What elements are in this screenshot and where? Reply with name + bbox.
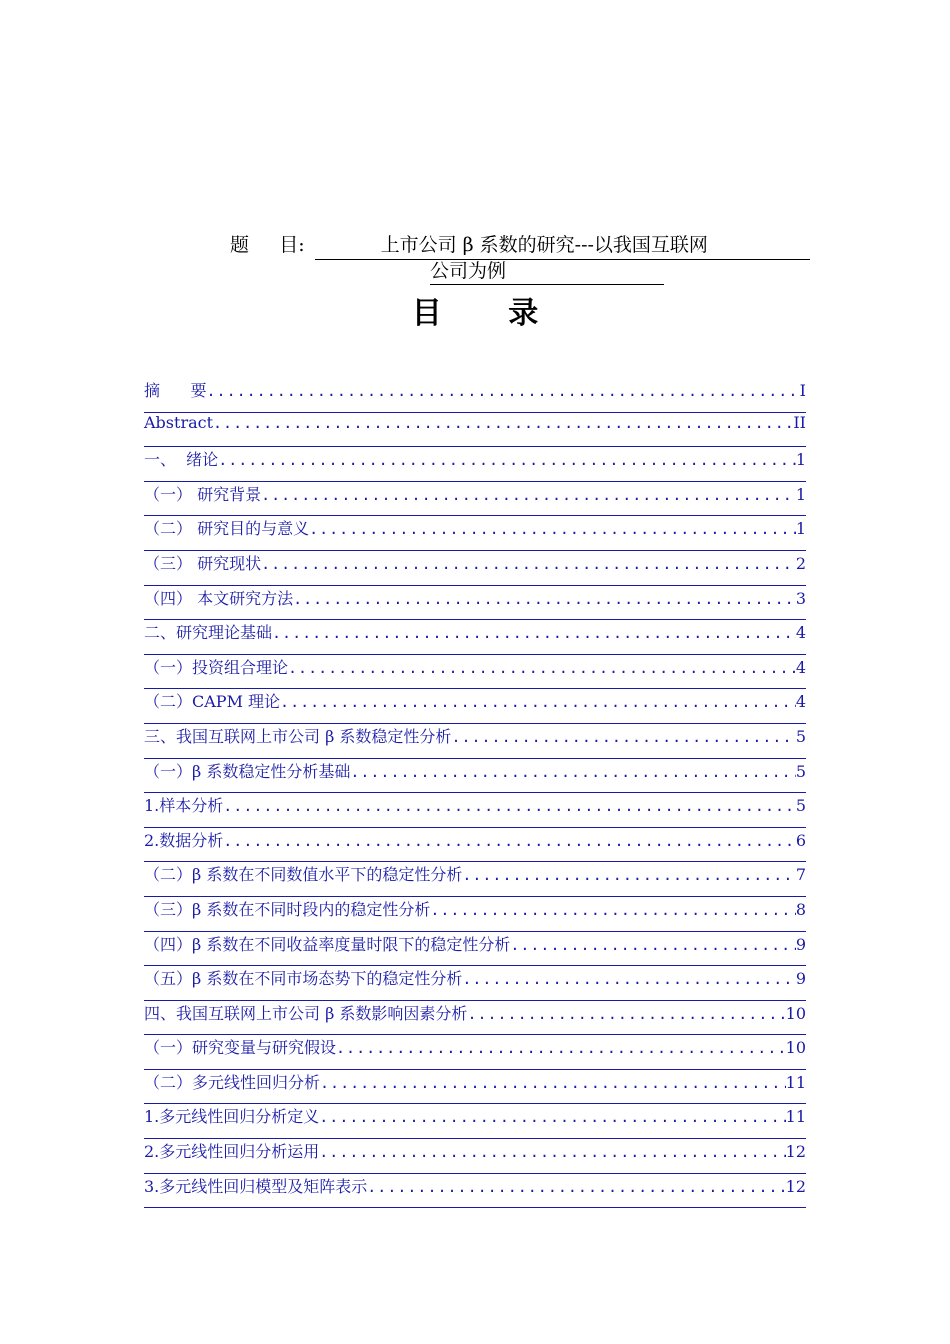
- table-of-contents: [144, 378, 806, 1208]
- toc-leader-dots: [462, 866, 795, 884]
- toc-entry[interactable]: [144, 828, 806, 863]
- toc-entry[interactable]: [144, 862, 806, 897]
- toc-leader-dots: [207, 382, 800, 400]
- title-text-line1: 上市公司 β 系数的研究---以我国互联网: [315, 231, 810, 260]
- toc-leader-dots: [218, 451, 796, 469]
- toc-entry-label: 3.多元线性回归模型及矩阵表示: [144, 1176, 368, 1196]
- title-text-line2: 公司为例: [430, 258, 664, 285]
- toc-entry-page: 10: [785, 1003, 806, 1023]
- toc-entry[interactable]: [144, 689, 806, 724]
- toc-entry[interactable]: [144, 378, 806, 413]
- toc-leader-dots: [261, 555, 796, 573]
- toc-entry-page: 4: [795, 623, 806, 643]
- toc-leader-dots: [261, 486, 796, 504]
- toc-entry-label: （二） 研究目的与意义: [144, 519, 310, 539]
- toc-leader-dots: [350, 763, 795, 781]
- toc-entry[interactable]: [144, 516, 806, 551]
- toc-entry-label: （一）研究变量与研究假设: [144, 1038, 337, 1058]
- toc-entry-label: 摘 要: [144, 381, 207, 400]
- toc-leader-dots: [272, 624, 796, 642]
- toc-entry-page: 5: [795, 761, 806, 781]
- toc-entry-label: Abstract: [144, 412, 214, 432]
- toc-entry-label: （四）β 系数在不同收益率度量时限下的稳定性分析: [144, 934, 511, 954]
- toc-entry-page: 9: [795, 934, 806, 954]
- toc-entry-label: 2.多元线性回归分析运用: [144, 1142, 320, 1162]
- toc-entry-label: （二）多元线性回归分析: [144, 1072, 321, 1092]
- toc-leader-dots: [319, 1143, 785, 1161]
- toc-entry[interactable]: [144, 1035, 806, 1070]
- toc-entry[interactable]: [144, 1174, 806, 1209]
- toc-entry-page: 10: [785, 1038, 806, 1058]
- toc-entry[interactable]: [144, 1104, 806, 1139]
- toc-leader-dots: [309, 520, 796, 538]
- toc-entry-page: II: [793, 412, 806, 432]
- toc-entry-page: 6: [795, 830, 806, 850]
- toc-entry-page: 12: [785, 1176, 806, 1196]
- toc-leader-dots: [213, 414, 793, 432]
- toc-leader-dots: [223, 797, 796, 815]
- toc-entry[interactable]: [144, 1139, 806, 1174]
- toc-entry[interactable]: [144, 620, 806, 655]
- toc-entry-page: 4: [795, 657, 806, 677]
- toc-leader-dots: [320, 1074, 786, 1092]
- toc-entry-label: 一、 绪论: [144, 450, 219, 470]
- toc-entry-page: 2: [795, 553, 806, 573]
- toc-entry-label: 1.多元线性回归分析定义: [144, 1107, 320, 1127]
- toc-entry-page: 3: [795, 588, 806, 608]
- toc-leader-dots: [280, 693, 796, 711]
- toc-entry-label: （五）β 系数在不同市场态势下的稳定性分析: [144, 969, 463, 989]
- toc-entry[interactable]: [144, 932, 806, 967]
- toc-leader-dots: [336, 1039, 786, 1057]
- toc-entry-label: 1.样本分析: [144, 796, 224, 816]
- toc-entry-page: 1: [795, 450, 806, 470]
- toc-entry-page: 9: [795, 969, 806, 989]
- toc-entry[interactable]: [144, 551, 806, 586]
- toc-leader-dots: [451, 728, 795, 746]
- toc-entry-page: 5: [795, 726, 806, 746]
- toc-leader-dots: [293, 590, 796, 608]
- toc-leader-dots: [467, 1005, 785, 1023]
- toc-entry[interactable]: [144, 482, 806, 517]
- toc-entry-page: 1: [795, 519, 806, 539]
- toc-entry-label: 2.数据分析: [144, 830, 224, 850]
- title-row: [230, 230, 810, 258]
- toc-entry[interactable]: [144, 1070, 806, 1105]
- toc-entry-label: （三）β 系数在不同时段内的稳定性分析: [144, 899, 431, 919]
- toc-leader-dots: [319, 1108, 785, 1126]
- title-label: 题 目:: [230, 234, 305, 256]
- toc-entry-label: 四、我国互联网上市公司 β 系数影响因素分析: [144, 1003, 468, 1023]
- toc-entry-page: 11: [785, 1107, 806, 1127]
- toc-entry-label: （一） 研究背景: [144, 484, 262, 504]
- toc-leader-dots: [223, 832, 796, 850]
- toc-entry-label: （四） 本文研究方法: [144, 588, 294, 608]
- toc-entry-label: （一）β 系数稳定性分析基础: [144, 761, 351, 781]
- toc-entry[interactable]: [144, 447, 806, 482]
- toc-entry[interactable]: [144, 413, 806, 448]
- toc-leader-dots: [462, 970, 795, 988]
- toc-entry[interactable]: [144, 793, 806, 828]
- toc-entry-page: 12: [785, 1142, 806, 1162]
- toc-entry-page: 7: [795, 865, 806, 885]
- toc-entry-page: 4: [795, 692, 806, 712]
- toc-entry[interactable]: [144, 724, 806, 759]
- toc-entry-label: （一）投资组合理论: [144, 657, 289, 677]
- thesis-title: [230, 230, 810, 285]
- toc-entry[interactable]: [144, 655, 806, 690]
- toc-entry-label: （二）CAPM 理论: [144, 692, 281, 712]
- toc-leader-dots: [430, 901, 795, 919]
- toc-entry[interactable]: [144, 759, 806, 794]
- toc-leader-dots: [510, 936, 795, 954]
- toc-entry-label: （二）β 系数在不同数值水平下的稳定性分析: [144, 865, 463, 885]
- toc-entry[interactable]: [144, 966, 806, 1001]
- toc-entry[interactable]: [144, 1001, 806, 1036]
- toc-entry-page: 8: [795, 899, 806, 919]
- toc-entry-label: 三、我国互联网上市公司 β 系数稳定性分析: [144, 726, 452, 746]
- toc-leader-dots: [288, 659, 796, 677]
- toc-leader-dots: [367, 1178, 785, 1196]
- toc-entry[interactable]: [144, 897, 806, 932]
- toc-entry-label: （三） 研究现状: [144, 553, 262, 573]
- toc-entry-label: 二、研究理论基础: [144, 623, 273, 643]
- toc-entry-page: I: [799, 381, 806, 400]
- toc-entry[interactable]: [144, 586, 806, 621]
- toc-entry-page: 1: [795, 484, 806, 504]
- toc-entry-page: 11: [785, 1072, 806, 1092]
- toc-heading: 目 录: [411, 296, 567, 331]
- toc-entry-page: 5: [795, 796, 806, 816]
